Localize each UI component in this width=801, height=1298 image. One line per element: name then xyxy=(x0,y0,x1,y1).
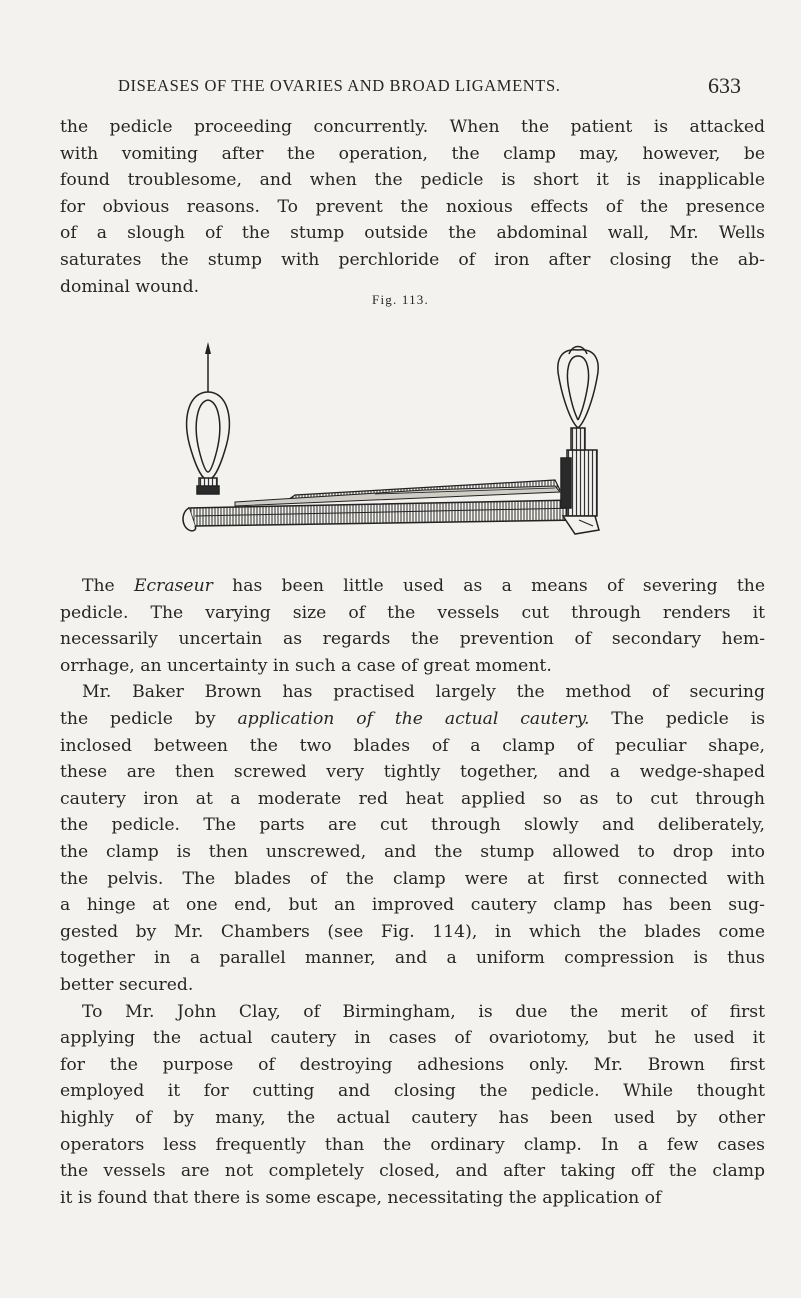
text-line xyxy=(60,573,765,600)
text-line: dominal wound. xyxy=(60,276,200,297)
text-line: for obvious reasons. To prevent the noxious effects of the presence xyxy=(60,196,765,217)
ecraseur-term: Ecraseur xyxy=(133,576,213,596)
text-fragment: has been little used as a means of severing the xyxy=(212,576,765,596)
text-line: operators less frequently than the ordinary clamp. In a few cases xyxy=(60,1134,765,1155)
figure-caption: Fig. 113. xyxy=(372,292,429,307)
text-line: better secured. xyxy=(60,974,194,995)
text-line: these are then screwed very tightly together, and a wedge-shaped xyxy=(60,762,765,783)
text-line xyxy=(60,706,765,733)
text-line: together in a parallel manner, and a uniform compression is thus xyxy=(60,948,765,969)
right-hinge-block xyxy=(561,450,599,534)
text-line: the pedicle proceeding concurrently. When the patient is attacked xyxy=(60,117,765,137)
right-wing-nut xyxy=(558,347,598,451)
text-line: orrhage, an uncertainty in such a case of great moment. xyxy=(60,655,552,676)
text-line: applying the actual cautery in cases of ovariotomy, but he used it xyxy=(60,1028,765,1049)
paragraph-4 xyxy=(60,999,765,1212)
text-line: To Mr. John Clay, of Birmingham, is due the merit of first xyxy=(82,1001,765,1022)
text-line: a hinge at one end, but an improved cautery clamp has been sug- xyxy=(60,895,765,916)
text-line: it is found that there is some escape, necessitating the application of xyxy=(60,1187,662,1208)
text-line: the clamp is then unscrewed, and the stump allowed to drop into xyxy=(60,841,765,862)
text-line: employed it for cutting and closing the pedicle. While thought xyxy=(60,1081,765,1102)
running-title: DISEASES OF THE OVARIES AND BROAD LIGAMENTS. xyxy=(118,76,561,95)
paragraph-1 xyxy=(60,114,765,300)
text-line: the vessels are not completely closed, and after taking off the clamp xyxy=(60,1161,765,1182)
text-line: the pelvis. The blades of the clamp were at first connected with xyxy=(60,868,765,889)
text-line: necessarily uncertain as regards the prevention of secondary hem- xyxy=(60,629,765,650)
emphasis-phrase: application of the actual cautery. xyxy=(237,708,590,729)
paragraph-3 xyxy=(60,679,765,998)
text-line: for the purpose of destroying adhesions only. Mr. Brown first xyxy=(60,1054,765,1075)
text-line: the pedicle. The parts are cut through slowly and deliberately, xyxy=(60,815,765,836)
left-wing-nut xyxy=(187,392,230,494)
text-fragment: The pedicle is xyxy=(589,708,766,729)
text-fragment: The xyxy=(82,576,134,596)
text-line: Mr. Baker Brown has practised largely the method of securing xyxy=(82,682,765,703)
text-line: found troublesome, and when the pedicle is short it is inapplicable xyxy=(60,170,765,191)
paragraph-2 xyxy=(60,573,765,679)
text-line: highly of by many, the actual cautery has been used by other xyxy=(60,1107,765,1128)
text-line: saturates the stump with perchloride of iron after closing the ab- xyxy=(60,249,765,270)
text-fragment: the pedicle by xyxy=(60,708,238,729)
text-line: with vomiting after the operation, the clamp may, however, be xyxy=(60,143,765,164)
text-line: cautery iron at a moderate red heat applied so as to cut through xyxy=(60,788,765,809)
text-line: inclosed between the two blades of a clamp of peculiar shape, xyxy=(60,735,765,756)
page-number: 633 xyxy=(708,73,741,98)
text-line: pedicle. The varying size of the vessels cut through renders it xyxy=(60,602,765,623)
running-head xyxy=(0,73,801,106)
text-line: gested by Mr. Chambers (see Fig. 114), in which the blades come xyxy=(60,921,765,942)
clamp-illustration xyxy=(175,330,605,560)
text-line: of a slough of the stump outside the abdominal wall, Mr. Wells xyxy=(60,223,765,244)
